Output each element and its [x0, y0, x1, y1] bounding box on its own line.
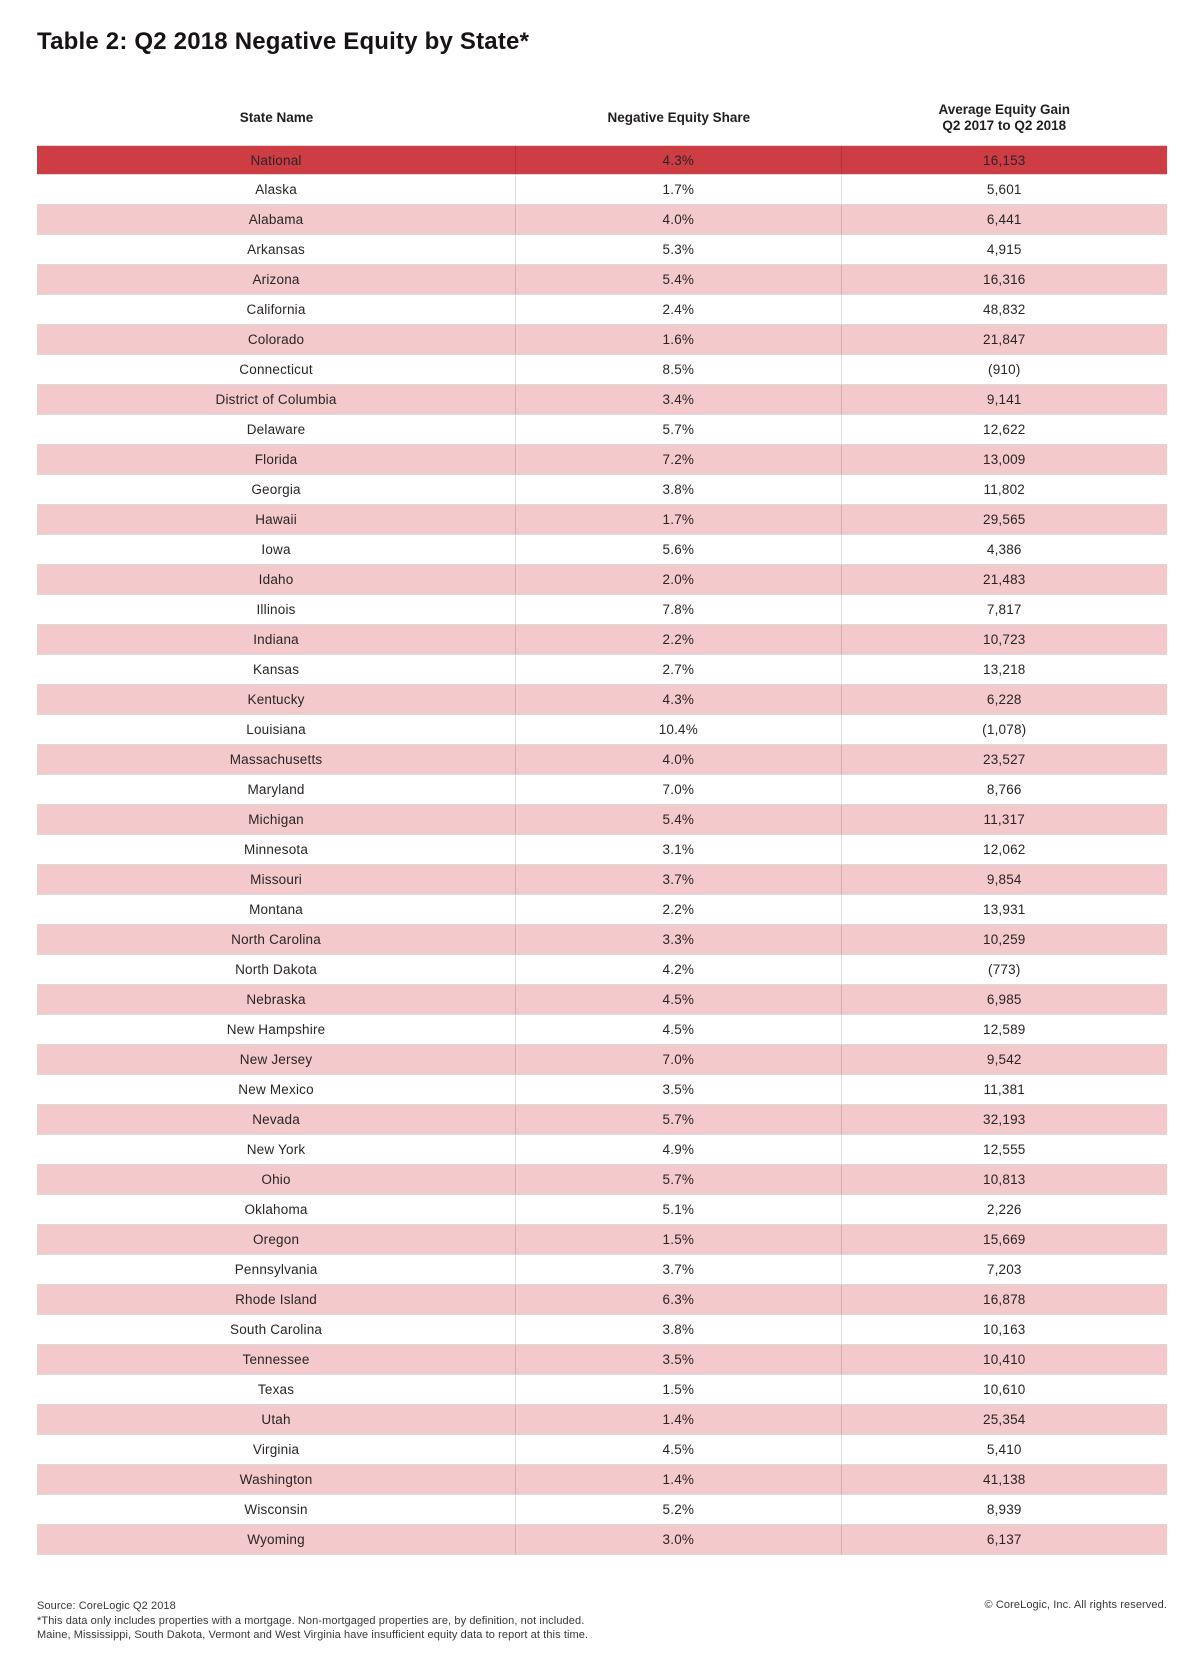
table-row: [37, 1465, 1167, 1495]
negative-equity-table: [37, 90, 1167, 1555]
copyright-note: © CoreLogic, Inc. All rights reserved.: [984, 1599, 1167, 1611]
table-row: [37, 445, 1167, 475]
table-row: [37, 265, 1167, 295]
table-row: [37, 1285, 1167, 1315]
state-name-cell: Louisiana: [37, 715, 516, 744]
negative-equity-share-cell: 5.4%: [516, 265, 841, 294]
state-name-cell: Pennsylvania: [37, 1255, 516, 1284]
average-equity-gain-cell: 21,483: [983, 572, 1026, 587]
negative-equity-share-cell: 3.7%: [516, 1255, 841, 1284]
negative-equity-share-cell: 7.0%: [516, 1045, 841, 1074]
negative-equity-share-cell: 3.0%: [516, 1525, 841, 1554]
negative-equity-share-cell: 1.4%: [516, 1405, 841, 1434]
average-equity-gain-cell: 8,939: [986, 1502, 1022, 1517]
negative-equity-share-cell: 4.5%: [516, 1015, 841, 1044]
table-row-national: [37, 145, 1167, 175]
table-row: [37, 1015, 1167, 1045]
negative-equity-share-cell: 7.0%: [516, 775, 841, 804]
negative-equity-share-cell: 2.2%: [516, 625, 841, 654]
negative-equity-share-cell: 5.6%: [516, 535, 841, 564]
table-row: [37, 1135, 1167, 1165]
table-row: [37, 1195, 1167, 1225]
state-name-cell: Hawaii: [37, 505, 516, 534]
source-note: Source: CoreLogic Q2 2018: [37, 1600, 176, 1612]
negative-equity-share-cell: 7.2%: [516, 445, 841, 474]
table-row: [37, 505, 1167, 535]
average-equity-gain-cell: 12,555: [983, 1142, 1026, 1157]
state-name-cell: Idaho: [37, 565, 516, 594]
average-equity-gain-cell: 9,141: [986, 392, 1022, 407]
negative-equity-share-cell: 3.4%: [516, 385, 841, 414]
table-row: [37, 205, 1167, 235]
page-title: Table 2: Q2 2018 Negative Equity by State*: [37, 28, 530, 55]
average-equity-gain-cell: 8,766: [986, 782, 1022, 797]
table-row: [37, 355, 1167, 385]
negative-equity-share-cell: 2.7%: [516, 655, 841, 684]
table-row: [37, 1345, 1167, 1375]
average-equity-gain-cell: 11,317: [983, 812, 1026, 827]
average-equity-gain-cell: 11,381: [983, 1082, 1026, 1097]
table-row: [37, 805, 1167, 835]
table-row: [37, 685, 1167, 715]
state-name-cell: South Carolina: [37, 1315, 516, 1344]
average-equity-gain-cell: 10,813: [983, 1172, 1026, 1187]
table-row: [37, 175, 1167, 205]
table-row: [37, 1375, 1167, 1405]
state-name-cell: District of Columbia: [37, 385, 516, 414]
footnote-mortgage: *This data only includes properties with a mortgage. Non-mortgaged properties are, by definition, not included.: [37, 1614, 585, 1627]
negative-equity-share-cell: 2.0%: [516, 565, 841, 594]
state-name-cell: Maryland: [37, 775, 516, 804]
state-name-cell: Washington: [37, 1465, 516, 1494]
table-row: [37, 835, 1167, 865]
state-name-cell: Illinois: [37, 595, 516, 624]
average-equity-gain-cell: 5,410: [986, 1442, 1022, 1457]
negative-equity-share-cell: 1.5%: [516, 1225, 841, 1254]
state-name-cell: Oregon: [37, 1225, 516, 1254]
table-row: [37, 1225, 1167, 1255]
negative-equity-share-cell: 3.8%: [516, 1315, 841, 1344]
average-equity-gain-cell: (1,078): [982, 722, 1027, 737]
average-equity-gain-cell: 6,228: [986, 692, 1022, 707]
negative-equity-share-cell: 4.0%: [516, 745, 841, 774]
negative-equity-share-cell: 1.4%: [516, 1465, 841, 1494]
negative-equity-share-cell: 2.4%: [516, 295, 841, 324]
state-name-cell: North Carolina: [37, 925, 516, 954]
average-equity-gain-cell: 10,259: [983, 932, 1026, 947]
negative-equity-share-cell: 10.4%: [516, 715, 841, 744]
average-equity-gain-cell: 4,386: [986, 542, 1022, 557]
state-name-cell: New Hampshire: [37, 1015, 516, 1044]
state-name-cell: Delaware: [37, 415, 516, 444]
negative-equity-share-cell: 3.1%: [516, 835, 841, 864]
state-name-cell: Utah: [37, 1405, 516, 1434]
state-name-cell: California: [37, 295, 516, 324]
table-row: [37, 1405, 1167, 1435]
negative-equity-share-cell: 1.7%: [516, 505, 841, 534]
table-row: [37, 1525, 1167, 1555]
negative-equity-share-cell: 4.2%: [516, 955, 841, 984]
average-equity-gain-cell: 13,009: [983, 452, 1026, 467]
table-row: [37, 955, 1167, 985]
column-header-state-name: State Name: [239, 109, 314, 125]
state-name-cell: Wyoming: [37, 1525, 516, 1554]
average-equity-gain-cell: 9,854: [986, 872, 1022, 887]
table-row: [37, 745, 1167, 775]
average-equity-gain-cell: 12,622: [983, 422, 1026, 437]
state-name-cell: Ohio: [37, 1165, 516, 1194]
negative-equity-share-cell: 4.9%: [516, 1135, 841, 1164]
footnote-excluded-states: Maine, Mississippi, South Dakota, Vermont and West Virginia have insufficient equity data to report at this time.: [37, 1629, 589, 1641]
table-body: [37, 145, 1167, 1555]
state-name-cell: Nebraska: [37, 985, 516, 1014]
table-row: [37, 595, 1167, 625]
negative-equity-share-cell: 5.7%: [516, 1105, 841, 1134]
table-row: [37, 325, 1167, 355]
negative-equity-share-cell: 1.6%: [516, 325, 841, 354]
table-row: [37, 475, 1167, 505]
negative-equity-share-cell: 5.3%: [516, 235, 841, 264]
average-equity-gain-cell: (910): [988, 362, 1021, 377]
average-equity-gain-cell: 16,878: [983, 1292, 1026, 1307]
average-equity-gain-cell: 7,817: [986, 602, 1022, 617]
state-name-cell: Alabama: [37, 205, 516, 234]
average-equity-gain-cell: 48,832: [983, 302, 1026, 317]
negative-equity-share-cell: 4.3%: [516, 146, 841, 174]
column-header-average-equity-gain: [842, 102, 1167, 134]
table-row: [37, 235, 1167, 265]
average-equity-gain-cell: 2,226: [986, 1202, 1022, 1217]
state-name-cell: Tennessee: [37, 1345, 516, 1374]
table-row: [37, 1495, 1167, 1525]
table-row: [37, 925, 1167, 955]
negative-equity-share-cell: 4.5%: [516, 1435, 841, 1464]
state-name-cell: Missouri: [37, 865, 516, 894]
state-name-cell: New Mexico: [37, 1075, 516, 1104]
state-name-cell: Rhode Island: [37, 1285, 516, 1314]
table-row: [37, 415, 1167, 445]
average-equity-gain-cell: (773): [988, 962, 1021, 977]
table-row: [37, 895, 1167, 925]
average-equity-gain-cell: 11,802: [983, 482, 1026, 497]
negative-equity-share-cell: 8.5%: [516, 355, 841, 384]
state-name-cell: Iowa: [37, 535, 516, 564]
average-equity-gain-cell: 23,527: [983, 752, 1026, 767]
average-equity-gain-cell: 41,138: [983, 1472, 1026, 1487]
average-equity-gain-cell: 6,441: [986, 212, 1022, 227]
state-name-cell: Florida: [37, 445, 516, 474]
negative-equity-share-cell: 4.3%: [516, 685, 841, 714]
average-equity-gain-cell: 12,062: [983, 842, 1026, 857]
average-equity-gain-cell: 13,931: [983, 902, 1026, 917]
state-name-cell: Indiana: [37, 625, 516, 654]
average-equity-gain-cell: 9,542: [986, 1052, 1022, 1067]
table-row: [37, 385, 1167, 415]
average-equity-gain-cell: 10,723: [983, 632, 1026, 647]
average-equity-gain-cell: 10,163: [983, 1322, 1026, 1337]
state-name-cell: National: [37, 146, 516, 174]
negative-equity-share-cell: 3.8%: [516, 475, 841, 504]
average-equity-gain-cell: 21,847: [983, 332, 1026, 347]
negative-equity-share-cell: 1.7%: [516, 175, 841, 204]
state-name-cell: Kentucky: [37, 685, 516, 714]
table-row: [37, 565, 1167, 595]
state-name-cell: Georgia: [37, 475, 516, 504]
column-header-negative-equity-share: Negative Equity Share: [607, 109, 751, 125]
average-equity-gain-cell: 10,410: [983, 1352, 1026, 1367]
average-equity-gain-cell: 29,565: [983, 512, 1026, 527]
table-row: [37, 1315, 1167, 1345]
table-row: [37, 1075, 1167, 1105]
average-equity-gain-cell: 10,610: [983, 1382, 1026, 1397]
table-row: [37, 1255, 1167, 1285]
state-name-cell: Montana: [37, 895, 516, 924]
footnotes: [37, 1599, 588, 1643]
state-name-cell: Massachusetts: [37, 745, 516, 774]
negative-equity-share-cell: 3.5%: [516, 1075, 841, 1104]
table-row: [37, 1435, 1167, 1465]
state-name-cell: Wisconsin: [37, 1495, 516, 1524]
average-equity-gain-cell: 16,316: [983, 272, 1026, 287]
negative-equity-share-cell: 5.7%: [516, 1165, 841, 1194]
table-row: [37, 865, 1167, 895]
table-header-row: [37, 90, 1167, 145]
state-name-cell: Minnesota: [37, 835, 516, 864]
average-equity-gain-cell: 5,601: [986, 182, 1022, 197]
negative-equity-share-cell: 6.3%: [516, 1285, 841, 1314]
average-equity-gain-cell: 15,669: [983, 1232, 1026, 1247]
average-equity-gain-cell: 25,354: [983, 1412, 1026, 1427]
state-name-cell: Virginia: [37, 1435, 516, 1464]
negative-equity-share-cell: 4.5%: [516, 985, 841, 1014]
average-equity-gain-cell: 4,915: [986, 242, 1022, 257]
negative-equity-share-cell: 5.4%: [516, 805, 841, 834]
state-name-cell: Nevada: [37, 1105, 516, 1134]
state-name-cell: Arizona: [37, 265, 516, 294]
average-equity-gain-cell: 13,218: [983, 662, 1026, 677]
negative-equity-share-cell: 4.0%: [516, 205, 841, 234]
negative-equity-share-cell: 3.5%: [516, 1345, 841, 1374]
table-row: [37, 625, 1167, 655]
average-equity-gain-cell: 32,193: [983, 1112, 1026, 1127]
state-name-cell: Oklahoma: [37, 1195, 516, 1224]
table-row: [37, 655, 1167, 685]
state-name-cell: New Jersey: [37, 1045, 516, 1074]
column-header-average-equity-gain-line2: Q2 2017 to Q2 2018: [942, 117, 1067, 133]
negative-equity-share-cell: 2.2%: [516, 895, 841, 924]
negative-equity-share-cell: 5.7%: [516, 415, 841, 444]
state-name-cell: Arkansas: [37, 235, 516, 264]
negative-equity-share-cell: 5.2%: [516, 1495, 841, 1524]
state-name-cell: Texas: [37, 1375, 516, 1404]
state-name-cell: Kansas: [37, 655, 516, 684]
negative-equity-share-cell: 3.7%: [516, 865, 841, 894]
state-name-cell: Alaska: [37, 175, 516, 204]
table-row: [37, 775, 1167, 805]
table-row: [37, 1165, 1167, 1195]
table-row: [37, 985, 1167, 1015]
state-name-cell: Michigan: [37, 805, 516, 834]
negative-equity-share-cell: 1.5%: [516, 1375, 841, 1404]
table-row: [37, 535, 1167, 565]
table-row: [37, 1045, 1167, 1075]
average-equity-gain-cell: 6,137: [986, 1532, 1022, 1547]
negative-equity-share-cell: 7.8%: [516, 595, 841, 624]
average-equity-gain-cell: 6,985: [986, 992, 1022, 1007]
state-name-cell: North Dakota: [37, 955, 516, 984]
average-equity-gain-cell: 7,203: [986, 1262, 1022, 1277]
table-row: [37, 715, 1167, 745]
table-row: [37, 1105, 1167, 1135]
average-equity-gain-cell: 12,589: [983, 1022, 1026, 1037]
table-row: [37, 295, 1167, 325]
negative-equity-share-cell: 5.1%: [516, 1195, 841, 1224]
state-name-cell: New York: [37, 1135, 516, 1164]
state-name-cell: Colorado: [37, 325, 516, 354]
negative-equity-share-cell: 3.3%: [516, 925, 841, 954]
state-name-cell: Connecticut: [37, 355, 516, 384]
column-header-average-equity-gain-line1: Average Equity Gain: [938, 101, 1071, 117]
average-equity-gain-cell: 16,153: [983, 152, 1026, 168]
